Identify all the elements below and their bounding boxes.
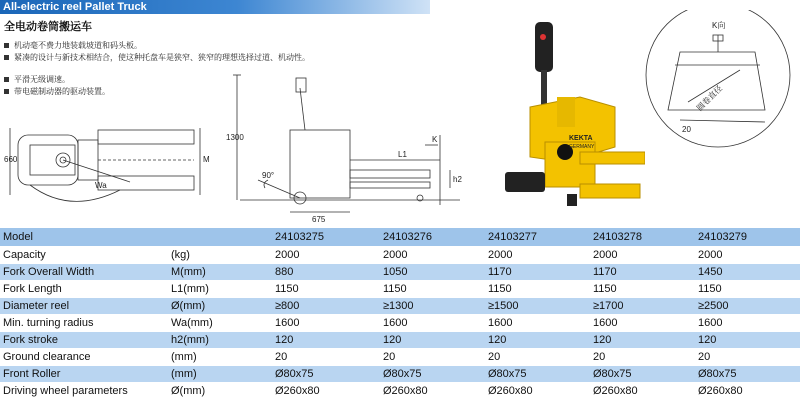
table-row <box>0 314 800 331</box>
dim-base-label: 675 <box>312 215 326 224</box>
model-code: 24103278 <box>590 228 695 246</box>
row-label: Front Roller <box>0 365 168 382</box>
row-unit: h2(mm) <box>168 331 272 348</box>
row-value: 1600 <box>272 314 380 331</box>
truck-photo <box>475 12 645 222</box>
row-value: 120 <box>590 331 695 348</box>
row-value: Ø80x75 <box>590 365 695 382</box>
row-value: 2000 <box>695 246 800 263</box>
description-heading: 全电动卷筒搬运车 <box>4 20 92 33</box>
row-value: Ø260x80 <box>485 382 590 399</box>
table-row <box>0 297 800 314</box>
row-value: 1170 <box>485 263 590 280</box>
row-value: 880 <box>272 263 380 280</box>
row-value: 1600 <box>695 314 800 331</box>
technical-drawing <box>0 70 500 230</box>
row-value: 20 <box>485 348 590 365</box>
row-value: 2000 <box>380 246 485 263</box>
row-value: 120 <box>695 331 800 348</box>
dim-angle-label: 90° <box>262 171 275 180</box>
row-label: Diameter reel <box>0 297 168 314</box>
row-unit: Ø(mm) <box>168 297 272 314</box>
row-value: 2000 <box>485 246 590 263</box>
row-unit: (mm) <box>168 365 272 382</box>
table-row <box>0 331 800 348</box>
row-value: ≥1500 <box>485 297 590 314</box>
row-value: ≥800 <box>272 297 380 314</box>
feature-item: 机动毫不费力地装载坡道和码头板。 <box>4 40 334 52</box>
model-code: 24103279 <box>695 228 800 246</box>
feature-item: 平滑无级调速。 <box>4 74 334 86</box>
row-value: 1150 <box>590 280 695 297</box>
row-value: 2000 <box>272 246 380 263</box>
row-value: Ø80x75 <box>695 365 800 382</box>
dim-l1-label: L1 <box>398 150 407 159</box>
row-value: 20 <box>272 348 380 365</box>
row-value: 1150 <box>272 280 380 297</box>
reel-offset-label: 20 <box>682 125 691 134</box>
row-value: 1600 <box>485 314 590 331</box>
spec-table <box>0 228 800 400</box>
dim-m-label: M <box>203 155 210 164</box>
dim-wa-label: Wa <box>95 181 107 190</box>
row-value: 1150 <box>380 280 485 297</box>
table-row <box>0 365 800 382</box>
row-unit: (mm) <box>168 348 272 365</box>
header-label: Model <box>0 228 168 246</box>
row-value: 1050 <box>380 263 485 280</box>
row-label: Min. turning radius <box>0 314 168 331</box>
table-row <box>0 348 800 365</box>
row-value: Ø80x75 <box>380 365 485 382</box>
page-title: All-electric reel Pallet Truck <box>0 0 430 14</box>
row-value: ≥2500 <box>695 297 800 314</box>
row-value: 1170 <box>590 263 695 280</box>
table-row <box>0 382 800 399</box>
row-value: 120 <box>485 331 590 348</box>
header-unit <box>168 228 272 246</box>
row-value: ≥1700 <box>590 297 695 314</box>
row-value: 1600 <box>590 314 695 331</box>
row-value: 1600 <box>380 314 485 331</box>
truck-country-label: GERMANY <box>569 144 595 150</box>
row-value: 1150 <box>695 280 800 297</box>
truck-brand-label: KEKTA <box>569 135 593 142</box>
row-value: 1450 <box>695 263 800 280</box>
row-value: 20 <box>590 348 695 365</box>
row-value: 120 <box>380 331 485 348</box>
row-value: Ø260x80 <box>590 382 695 399</box>
row-value: Ø260x80 <box>695 382 800 399</box>
row-unit: M(mm) <box>168 263 272 280</box>
table-row <box>0 246 800 263</box>
row-value: Ø80x75 <box>485 365 590 382</box>
row-label: Fork Length <box>0 280 168 297</box>
row-value: 20 <box>380 348 485 365</box>
reel-view-drawing <box>640 10 800 150</box>
row-label: Driving wheel parameters <box>0 382 168 399</box>
row-unit: Ø(mm) <box>168 382 272 399</box>
row-value: Ø80x75 <box>272 365 380 382</box>
dim-height-label: 1300 <box>226 133 244 142</box>
row-unit: Wa(mm) <box>168 314 272 331</box>
row-label: Capacity <box>0 246 168 263</box>
row-value: Ø260x80 <box>380 382 485 399</box>
feature-item: 紧凑的设计与新技术相结合，使这种托盘车是狭窄、狭窄的理想选择过道、机动性。 <box>4 52 334 64</box>
feature-item: 带电磁制动器的驱动装置。 <box>4 86 334 98</box>
row-label: Ground clearance <box>0 348 168 365</box>
table-row <box>0 280 800 297</box>
row-label: Fork Overall Width <box>0 263 168 280</box>
row-value: ≥1300 <box>380 297 485 314</box>
row-value: 20 <box>695 348 800 365</box>
dim-width-label: 660 <box>4 155 18 164</box>
row-label: Fork stroke <box>0 331 168 348</box>
row-value: Ø260x80 <box>272 382 380 399</box>
row-unit: L1(mm) <box>168 280 272 297</box>
row-value: 2000 <box>590 246 695 263</box>
row-value: 120 <box>272 331 380 348</box>
table-row <box>0 263 800 280</box>
model-code: 24103275 <box>272 228 380 246</box>
row-unit: (kg) <box>168 246 272 263</box>
row-value: 1150 <box>485 280 590 297</box>
k-view-label: K向 <box>712 21 726 30</box>
reel-diameter-label: 圆卷直径 <box>695 83 725 113</box>
dim-k-label: K <box>432 135 438 144</box>
model-code: 24103276 <box>380 228 485 246</box>
table-header-row <box>0 228 800 246</box>
model-code: 24103277 <box>485 228 590 246</box>
dim-h2-label: h2 <box>453 175 462 184</box>
